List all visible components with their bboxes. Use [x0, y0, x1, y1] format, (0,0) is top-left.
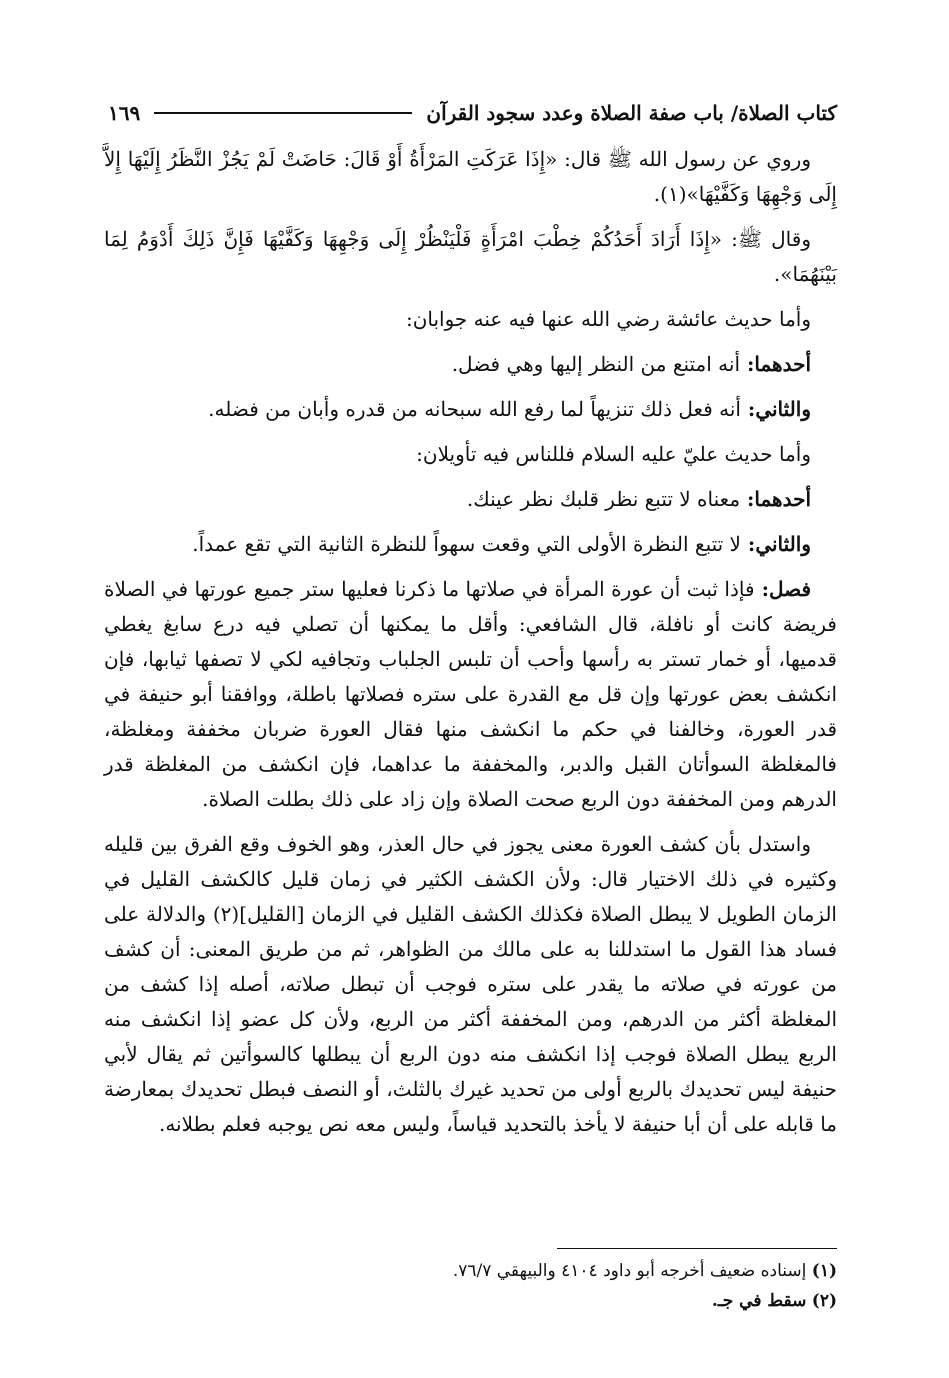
main-text — [104, 142, 837, 1142]
running-header — [108, 96, 837, 130]
footnote-text: سقط في جـ. — [711, 1291, 807, 1311]
footnote — [104, 1256, 837, 1286]
label-section: فصل: — [754, 577, 811, 601]
paragraph — [104, 572, 837, 817]
header-rule — [154, 112, 412, 114]
footnote-text: إسناده ضعيف أخرجه أبو داود ٤١٠٤ والبيهقي ٧٦/٧. — [452, 1261, 807, 1281]
running-title: كتاب الصلاة/ باب صفة الصلاة وعدد سجود القرآن — [426, 101, 837, 125]
footnotes — [104, 1256, 837, 1316]
paragraph: وروي عن رسول الله ﷺ قال: «إِذَا عَرَكَتِ المَرْأَةُ أَوْ قَالَ: حَاضَتْ لَمْ يَجُزْ النَّظَرُ إِلَيْهَا إِلاَّ إِلَى وَجْهِهَا وَكَفَّيْهَا»(١). — [104, 147, 837, 206]
label-first: أحدهما: — [740, 352, 811, 376]
paragraph-text: فإذا ثبت أن عورة المرأة في صلاتها ما ذكرنا فعليها ستر جميع عورتها في الصلاة فريضة كانت أو نافلة، قال الشافعي: وأقل ما يمكنها أن تصلي فيه درع سابغ يغطي قدميها، أو خمار تستر به رأسها وأحب أن تلبس الجلباب وتجافيه لكي لا تصفها ثيابها، فإن انكشف بعض عورتها وإن قل مع القدرة على ستره فصلاتها باطلة، ووافقنا أبو حنيفة في قدر العورة، وخالفنا في حكم ما انكشف منها فقال العورة ضربان مخففة ومغلظة، فالمغلظة السوأتان القبل والدبر، والمخففة ما عداهما، فإن انكشف من المغلظة قدر الدرهم ومن المخففة دون الربع صحت الصلاة وإن زاد على ذلك بطلت الصلاة. — [104, 577, 837, 811]
paragraph — [104, 347, 837, 382]
paragraph: وأما حديث عليّ عليه السلام فللناس فيه تأويلان: — [416, 442, 811, 466]
paragraph — [104, 527, 837, 562]
paragraph-text: لا تتبع النظرة الأولى التي وقعت سهواً للنظرة الثانية التي تقع عمداً. — [192, 532, 741, 556]
label-second: والثاني: — [740, 532, 811, 556]
paragraph-text: أنه امتنع من النظر إليها وهي فضل. — [451, 352, 741, 376]
paragraph-text: معناه لا تتبع نظر قلبك نظر عينك. — [466, 487, 741, 511]
paragraph-text: أنه فعل ذلك تنزيهاً لما رفع الله سبحانه من قدره وأبان من فضله. — [208, 397, 741, 421]
paragraph: واستدل بأن كشف العورة معنى يجوز في حال العذر، وهو الخوف وقع الفرق بين قليله وكثيره في ذلك الاختيار قال: ولأن الكشف الكثير في زمان قليل كالكشف القليل في الزمان الطويل لا يبطل الصلاة فكذلك الكشف القليل في الزمان [القليل](٢) والدلالة على فساد هذا القول ما استدللنا به على مالك من الظواهر، ثم من طريق المعنى: أن كشف من عورته في صلاته ما يقدر على ستره فوجب أن تبطل صلاته، أصله إذا كشف من المغلظة أكثر من الدرهم، ومن المخففة أكثر من الربع، ولأن كل عضو إذا انكشف منه الربع يبطل الصلاة فوجب إذا انكشف منه دون الربع أن يبطلها كالسوأتين ثم يقال لأبي حنيفة ليس تحديدك بالربع أولى من تحديد غيرك بالثلث، أو النصف فبطل تحديدك بمعارضة ما قابله على أن أبا حنيفة لا يأخذ بالتحديد قياساً، وليس معه نص يوجبه فعلم بطلانه. — [104, 832, 838, 1136]
label-first: أحدهما: — [740, 487, 811, 511]
footnote — [104, 1286, 837, 1316]
paragraph: وقال ﷺ: «إِذَا أَرَادَ أَحَدُكُمْ خِطْبَ امْرَأَةٍ فَلْيَنْظُرْ إِلَى وَجْهِهَا وَكَفَّيْهَا فَإِنَّ ذَلِكَ أَدْوَمُ لِمَا بَيْنَهُمَا». — [104, 227, 837, 286]
paragraph — [104, 392, 837, 427]
footnote-number: (١) — [811, 1261, 837, 1281]
page-number: ١٦٩ — [108, 101, 141, 125]
footnote-number: (٢) — [811, 1291, 837, 1311]
paragraph: وأما حديث عائشة رضي الله عنها فيه عنه جوابان: — [405, 307, 811, 331]
label-second: والثاني: — [740, 397, 811, 421]
footnote-rule — [557, 1248, 837, 1249]
paragraph — [104, 482, 837, 517]
